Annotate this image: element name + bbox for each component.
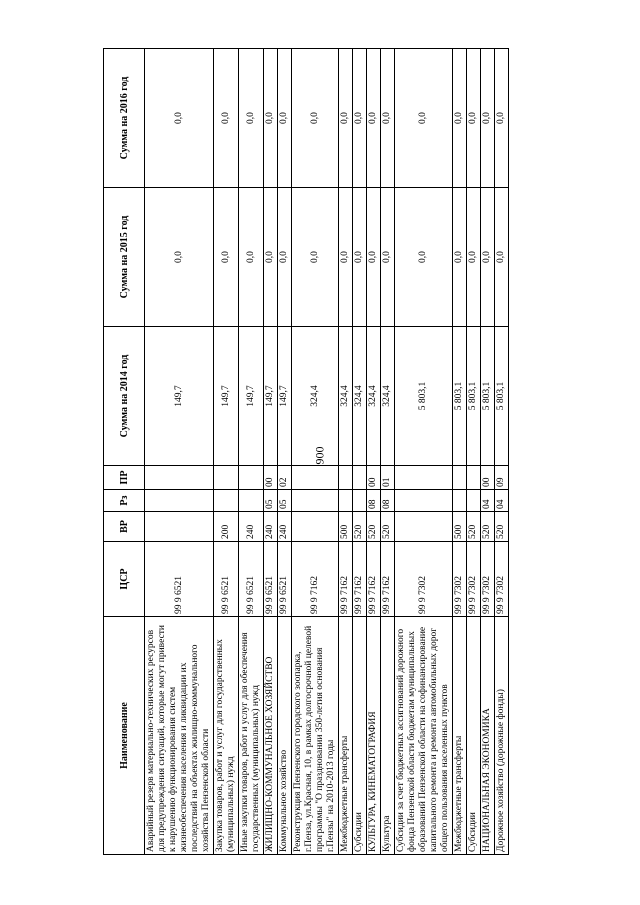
table-row [481, 49, 495, 855]
table-row [264, 49, 278, 855]
cell-sum-2014: 324,4 [339, 327, 353, 466]
cell-sum-2014: 5 803,1 [495, 327, 509, 466]
cell-sum-2016: 0,0 [453, 49, 467, 188]
cell-sum-2014: 5 803,1 [453, 327, 467, 466]
cell-sum-2014: 149,7 [239, 327, 264, 466]
cell-sum-2016: 0,0 [481, 49, 495, 188]
table-row [278, 49, 292, 855]
cell-name: Культура [381, 617, 395, 855]
cell-pr: 00 [367, 466, 381, 490]
cell-sum-2014: 149,7 [264, 327, 278, 466]
cell-csr: 99 9 7302 [495, 542, 509, 617]
cell-sum-2014: 149,7 [145, 327, 214, 466]
cell-sum-2016: 0,0 [278, 49, 292, 188]
cell-rz: 05 [264, 490, 278, 512]
cell-pr: 00 [264, 466, 278, 490]
cell-sum-2016: 0,0 [264, 49, 278, 188]
cell-sum-2015: 0,0 [239, 188, 264, 327]
cell-name: Реконструкция Пензенского городского зоопарка, г.Пенза, ул.Красная, 10, в рамках долгосрочной целевой программы "О праздновании 350-летия основания г.Пензы" на 2010-2013 годы [292, 617, 339, 855]
cell-vr: 240 [239, 512, 264, 542]
cell-sum-2016: 0,0 [495, 49, 509, 188]
cell-csr: 99 9 6521 [145, 542, 214, 617]
cell-pr: 00 [481, 466, 495, 490]
header-csr: ЦСР [104, 542, 145, 617]
cell-pr: 09 [495, 466, 509, 490]
cell-vr [395, 512, 453, 542]
header-name: Наименование [104, 617, 145, 855]
cell-vr: 520 [467, 512, 481, 542]
cell-sum-2015: 0,0 [278, 188, 292, 327]
cell-sum-2016: 0,0 [292, 49, 339, 188]
cell-vr [145, 512, 214, 542]
cell-sum-2015: 0,0 [495, 188, 509, 327]
cell-sum-2014: 5 803,1 [395, 327, 453, 466]
cell-csr: 99 9 7302 [453, 542, 467, 617]
cell-vr: 520 [381, 512, 395, 542]
cell-sum-2014: 149,7 [278, 327, 292, 466]
cell-pr [239, 466, 264, 490]
cell-rz [145, 490, 214, 512]
cell-sum-2015: 0,0 [467, 188, 481, 327]
cell-sum-2015: 0,0 [353, 188, 367, 327]
table-row [381, 49, 395, 855]
cell-csr: 99 9 7162 [339, 542, 353, 617]
cell-sum-2014: 5 803,1 [481, 327, 495, 466]
cell-sum-2015: 0,0 [292, 188, 339, 327]
cell-sum-2016: 0,0 [467, 49, 481, 188]
cell-vr: 200 [214, 512, 239, 542]
header-vr: ВР [104, 512, 145, 542]
cell-name: Аварийный резерв материально-технических ресурсов для предупреждения ситуаций, которые могут привести к нарушению функционирования систем жизнеобеспечения населения и ликвидации их последствий на объектах жилищно-коммунального хозяйства Пензенской области [145, 617, 214, 855]
cell-name: Закупка товаров, работ и услуг для государственных (муниципальных) нужд [214, 617, 239, 855]
table-body [145, 49, 509, 855]
table-row [339, 49, 353, 855]
budget-table-frame [103, 49, 513, 855]
cell-sum-2015: 0,0 [453, 188, 467, 327]
cell-pr [292, 466, 339, 490]
cell-vr: 240 [278, 512, 292, 542]
table-row [145, 49, 214, 855]
table-row [292, 49, 339, 855]
cell-rz [395, 490, 453, 512]
cell-vr: 520 [481, 512, 495, 542]
cell-rz [339, 490, 353, 512]
header-sum-2015: Сумма на 2015 год [104, 188, 145, 327]
cell-rz [467, 490, 481, 512]
table-row [395, 49, 453, 855]
cell-csr: 99 9 7302 [467, 542, 481, 617]
cell-sum-2014: 5 803,1 [467, 327, 481, 466]
cell-csr: 99 9 7162 [367, 542, 381, 617]
cell-csr: 99 9 7302 [481, 542, 495, 617]
cell-name: НАЦИОНАЛЬНАЯ ЭКОНОМИКА [481, 617, 495, 855]
cell-vr: 240 [264, 512, 278, 542]
cell-pr [353, 466, 367, 490]
cell-name: ЖИЛИЩНО-КОММУНАЛЬНОЕ ХОЗЯЙСТВО [264, 617, 278, 855]
header-pr: ПР [104, 466, 145, 490]
cell-name: Субсидии [353, 617, 367, 855]
cell-rz [239, 490, 264, 512]
cell-name: КУЛЬТУРА, КИНЕМАТОГРАФИЯ [367, 617, 381, 855]
cell-sum-2014: 324,4 [292, 327, 339, 466]
table-row [214, 49, 239, 855]
table-row [353, 49, 367, 855]
cell-name: Субсидии за счет бюджетных ассигнований дорожного фонда Пензенской области бюджетам муниципальных образований Пензенской области на софинансирование капитального ремонта и ремонта автомобильных дорог общего пользования населенных пунктов [395, 617, 453, 855]
cell-pr [395, 466, 453, 490]
cell-sum-2015: 0,0 [145, 188, 214, 327]
cell-sum-2016: 0,0 [353, 49, 367, 188]
cell-vr: 520 [495, 512, 509, 542]
cell-rz: 08 [381, 490, 395, 512]
cell-sum-2014: 324,4 [381, 327, 395, 466]
table-row [467, 49, 481, 855]
cell-vr: 520 [353, 512, 367, 542]
header-rz: Рз [104, 490, 145, 512]
cell-rz: 05 [278, 490, 292, 512]
cell-sum-2015: 0,0 [395, 188, 453, 327]
cell-vr: 520 [367, 512, 381, 542]
cell-vr: 500 [339, 512, 353, 542]
cell-name: Субсидии [467, 617, 481, 855]
cell-pr [339, 466, 353, 490]
cell-sum-2014: 324,4 [353, 327, 367, 466]
cell-sum-2016: 0,0 [339, 49, 353, 188]
cell-sum-2014: 149,7 [214, 327, 239, 466]
cell-pr [453, 466, 467, 490]
cell-csr: 99 9 7162 [292, 542, 339, 617]
cell-csr: 99 9 6521 [239, 542, 264, 617]
cell-sum-2015: 0,0 [367, 188, 381, 327]
cell-rz [453, 490, 467, 512]
cell-vr: 500 [453, 512, 467, 542]
cell-vr [292, 512, 339, 542]
cell-sum-2016: 0,0 [395, 49, 453, 188]
cell-pr [145, 466, 214, 490]
table-row [495, 49, 509, 855]
cell-csr: 99 9 7162 [353, 542, 367, 617]
cell-csr: 99 9 7162 [381, 542, 395, 617]
cell-name: Иные закупки товаров, работ и услуг для обеспечения государственных (муниципальных) нужд [239, 617, 264, 855]
cell-name: Коммунальное хозяйство [278, 617, 292, 855]
cell-name: Межбюджетные трансферты [339, 617, 353, 855]
cell-name: Дорожное хозяйство (дорожные фонды) [495, 617, 509, 855]
cell-rz [214, 490, 239, 512]
cell-sum-2015: 0,0 [264, 188, 278, 327]
cell-sum-2016: 0,0 [239, 49, 264, 188]
cell-csr: 99 9 6521 [264, 542, 278, 617]
cell-rz [353, 490, 367, 512]
cell-sum-2015: 0,0 [481, 188, 495, 327]
cell-rz [292, 490, 339, 512]
cell-sum-2016: 0,0 [381, 49, 395, 188]
table-row [239, 49, 264, 855]
cell-sum-2015: 0,0 [214, 188, 239, 327]
budget-table-rotated [103, 49, 513, 855]
cell-rz: 04 [495, 490, 509, 512]
header-sum-2016: Сумма на 2016 год [104, 49, 145, 188]
budget-table [103, 48, 509, 855]
cell-pr: 02 [278, 466, 292, 490]
cell-rz: 04 [481, 490, 495, 512]
page-number: 900 [312, 446, 327, 465]
cell-sum-2016: 0,0 [145, 49, 214, 188]
table-row [367, 49, 381, 855]
cell-sum-2014: 324,4 [367, 327, 381, 466]
table-header-row [104, 49, 145, 855]
cell-sum-2016: 0,0 [214, 49, 239, 188]
table-row [453, 49, 467, 855]
cell-pr: 01 [381, 466, 395, 490]
cell-name: Межбюджетные трансферты [453, 617, 467, 855]
cell-pr [214, 466, 239, 490]
cell-csr: 99 9 6521 [214, 542, 239, 617]
cell-pr [467, 466, 481, 490]
cell-rz: 08 [367, 490, 381, 512]
cell-csr: 99 9 7302 [395, 542, 453, 617]
header-sum-2014: Сумма на 2014 год [104, 327, 145, 466]
cell-sum-2016: 0,0 [367, 49, 381, 188]
cell-csr: 99 9 6521 [278, 542, 292, 617]
cell-sum-2015: 0,0 [339, 188, 353, 327]
cell-sum-2015: 0,0 [381, 188, 395, 327]
